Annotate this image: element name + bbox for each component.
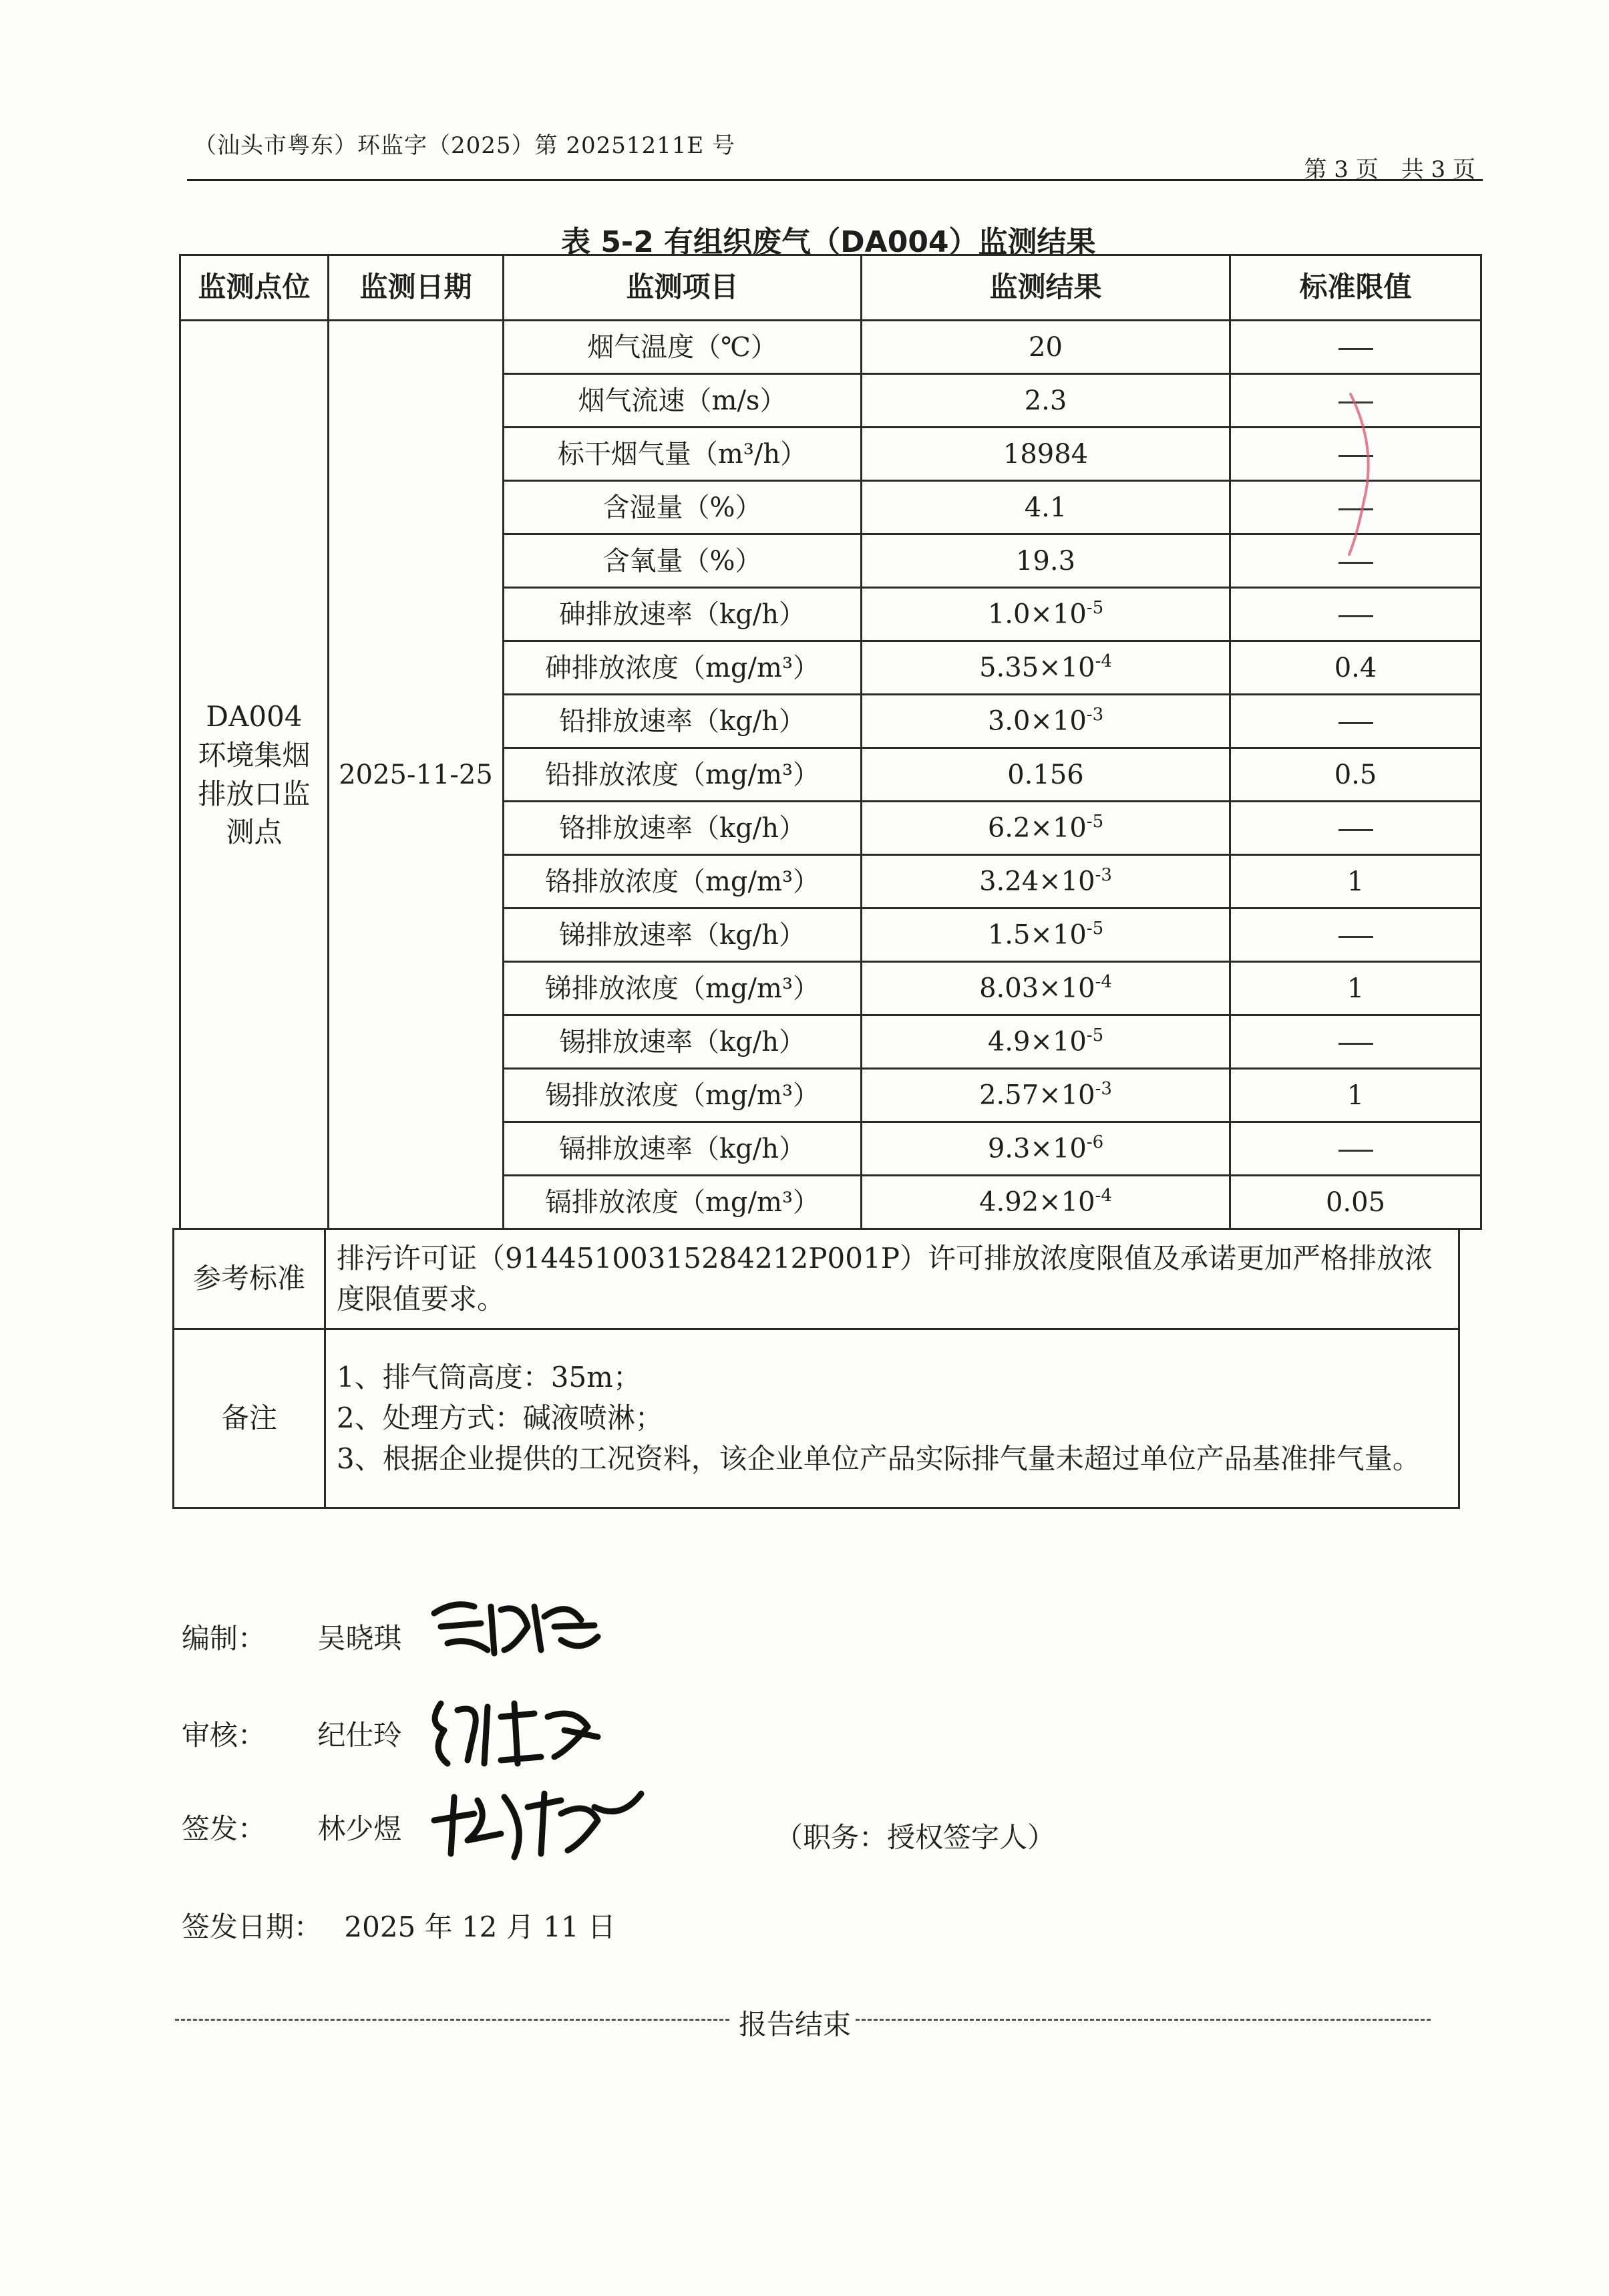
item-cell: 锡排放浓度（mg/m³）	[504, 1069, 862, 1122]
item-cell: 含湿量（%）	[504, 481, 862, 534]
result-value: 1.0×10	[987, 599, 1087, 630]
item-cell: 镉排放浓度（mg/m³）	[504, 1176, 862, 1229]
result-cell	[862, 748, 1230, 802]
reference-row	[174, 1229, 1459, 1329]
reviewer-name: 纪仕玲	[317, 1719, 402, 1752]
column-header-result: 监测结果	[862, 255, 1230, 321]
compiler-row	[182, 1617, 401, 1657]
limit-cell	[1230, 1069, 1481, 1122]
result-value: 2.57×10	[979, 1080, 1095, 1111]
issuer-name: 林少煜	[317, 1812, 402, 1845]
item-cell: 铬排放速率（kg/h）	[504, 802, 862, 855]
result-cell	[862, 695, 1230, 748]
limit-dash	[1338, 348, 1373, 350]
limit-dash	[1338, 829, 1373, 831]
result-cell	[862, 802, 1230, 855]
result-value: 1.5×10	[987, 919, 1087, 951]
item-cell: 铬排放浓度（mg/m³）	[504, 855, 862, 909]
limit-cell	[1230, 1122, 1481, 1176]
report-end-text: 报告结束	[735, 2003, 855, 2043]
result-value: 18984	[1003, 438, 1089, 470]
result-cell	[862, 855, 1230, 909]
end-dashes-left	[175, 2019, 729, 2021]
compiler-name: 吴晓琪	[317, 1622, 402, 1655]
table-header-row	[180, 255, 1481, 321]
result-cell	[862, 321, 1230, 374]
limit-value: 1	[1347, 1080, 1365, 1111]
end-dashes-right	[850, 2019, 1431, 2021]
limit-cell	[1230, 321, 1481, 374]
reviewer-signature	[421, 1690, 608, 1777]
item-cell: 铅排放浓度（mg/m³）	[504, 748, 862, 802]
limit-cell	[1230, 855, 1481, 909]
result-cell	[862, 588, 1230, 641]
issuer-signature	[427, 1780, 648, 1867]
remark-item: 1、排气筒高度：35m；	[337, 1361, 641, 1394]
result-exponent: -4	[1095, 972, 1112, 993]
limit-dash	[1338, 615, 1373, 617]
limit-cell	[1230, 748, 1481, 802]
item-cell: 锑排放速率（kg/h）	[504, 909, 862, 962]
limit-dash	[1338, 562, 1373, 564]
result-value: 6.2×10	[987, 812, 1087, 844]
remark-item: 3、根据企业提供的工况资料，该企业单位产品实际排气量未超过单位产品基准排气量。	[337, 1442, 1421, 1475]
monitoring-results-table	[179, 254, 1482, 1230]
limit-dash	[1338, 722, 1373, 724]
limit-cell	[1230, 962, 1481, 1015]
limit-cell	[1230, 909, 1481, 962]
compiler-signature	[427, 1587, 608, 1667]
limit-value: 1	[1347, 973, 1365, 1004]
result-exponent: -3	[1086, 705, 1104, 725]
issuer-duty: （职务：授权签字人）	[775, 1821, 1056, 1854]
result-value: 4.1	[1024, 492, 1067, 523]
column-header-limit: 标准限值	[1230, 255, 1481, 321]
result-cell	[862, 374, 1230, 428]
result-value: 4.9×10	[987, 1026, 1087, 1057]
issuer-row	[182, 1807, 401, 1847]
limit-value: 0.05	[1325, 1186, 1386, 1218]
limit-value: 0.4	[1334, 652, 1377, 683]
item-cell: 镉排放速率（kg/h）	[504, 1122, 862, 1176]
result-cell	[862, 1069, 1230, 1122]
compiler-role: 编制：	[182, 1622, 266, 1655]
result-value: 19.3	[1015, 545, 1076, 577]
limit-cell	[1230, 1176, 1481, 1229]
reviewer-row	[182, 1713, 401, 1754]
report-end	[175, 2003, 1431, 2041]
limit-dash	[1338, 1043, 1373, 1045]
notes-table	[172, 1228, 1460, 1509]
column-header-date: 监测日期	[329, 255, 504, 321]
table-body	[180, 321, 1481, 1229]
table-row	[180, 321, 1481, 374]
result-cell	[862, 962, 1230, 1015]
item-cell: 含氧量（%）	[504, 534, 862, 588]
header-rule	[187, 179, 1483, 181]
result-exponent: -5	[1086, 598, 1104, 619]
page-info: 第 3 页 共 3 页	[1304, 156, 1475, 183]
location-line: 测点	[226, 816, 283, 849]
result-cell	[862, 1122, 1230, 1176]
date-cell: 2025-11-25	[329, 321, 504, 1229]
item-cell: 锡排放速率（kg/h）	[504, 1015, 862, 1069]
limit-cell	[1230, 1015, 1481, 1069]
remarks-label: 备注	[174, 1329, 325, 1508]
limit-cell	[1230, 588, 1481, 641]
result-value: 3.24×10	[979, 866, 1095, 897]
column-header-location: 监测点位	[180, 255, 329, 321]
location-line: 排放口监	[198, 777, 311, 810]
result-cell	[862, 909, 1230, 962]
item-cell: 烟气流速（m/s）	[504, 374, 862, 428]
issue-date-row	[182, 1905, 616, 1945]
result-exponent: -3	[1095, 865, 1112, 886]
result-cell	[862, 1015, 1230, 1069]
limit-cell	[1230, 641, 1481, 695]
table-title: 表 5-2 有组织废气（DA004）监测结果	[561, 225, 1096, 259]
reference-text: 排污许可证（91445100315284212P001P）许可排放浓度限值及承诺更加严格排放浓度限值要求。	[325, 1229, 1459, 1329]
column-header-item: 监测项目	[504, 255, 862, 321]
limit-cell	[1230, 802, 1481, 855]
item-cell: 锑排放浓度（mg/m³）	[504, 962, 862, 1015]
remarks-row	[174, 1329, 1459, 1508]
result-cell	[862, 641, 1230, 695]
result-value: 0.156	[1007, 759, 1084, 790]
result-exponent: -5	[1086, 812, 1104, 832]
result-value: 3.0×10	[987, 705, 1087, 737]
result-value: 2.3	[1024, 385, 1067, 416]
document-reference: （汕头市粤东）环监字（2025）第 20251211E 号	[194, 132, 736, 159]
item-cell: 砷排放浓度（mg/m³）	[504, 641, 862, 695]
remark-item: 2、处理方式：碱液喷淋；	[337, 1402, 663, 1435]
result-cell	[862, 534, 1230, 588]
result-value: 4.92×10	[979, 1186, 1095, 1218]
location-line: 环境集烟	[198, 738, 311, 772]
limit-value: 1	[1347, 866, 1365, 897]
location-line: DA004	[206, 699, 303, 733]
item-cell: 烟气温度（℃）	[504, 321, 862, 374]
result-value: 20	[1029, 331, 1063, 363]
result-exponent: -4	[1095, 1186, 1112, 1206]
limit-dash	[1338, 936, 1373, 938]
reference-label: 参考标准	[174, 1229, 325, 1329]
location-cell	[180, 321, 329, 1229]
item-cell: 砷排放速率（kg/h）	[504, 588, 862, 641]
red-pen-mark	[1344, 387, 1384, 561]
result-exponent: -5	[1086, 1025, 1104, 1046]
issue-date-label: 签发日期：	[182, 1911, 323, 1943]
issue-date-value: 2025 年 12 月 11 日	[344, 1911, 616, 1943]
result-exponent: -3	[1095, 1079, 1112, 1100]
limit-cell	[1230, 695, 1481, 748]
item-cell: 标干烟气量（m³/h）	[504, 428, 862, 481]
result-cell	[862, 428, 1230, 481]
result-exponent: -6	[1086, 1132, 1104, 1153]
result-value: 9.3×10	[987, 1133, 1087, 1164]
result-cell	[862, 1176, 1230, 1229]
item-cell: 铅排放速率（kg/h）	[504, 695, 862, 748]
limit-dash	[1338, 1150, 1373, 1152]
result-value: 5.35×10	[979, 652, 1095, 683]
result-exponent: -4	[1095, 651, 1112, 672]
issuer-role: 签发：	[182, 1812, 266, 1845]
reviewer-role: 审核：	[182, 1719, 266, 1752]
result-exponent: -5	[1086, 919, 1104, 939]
limit-value: 0.5	[1334, 759, 1377, 790]
result-cell	[862, 481, 1230, 534]
result-value: 8.03×10	[979, 973, 1095, 1004]
remarks-content	[325, 1329, 1459, 1508]
